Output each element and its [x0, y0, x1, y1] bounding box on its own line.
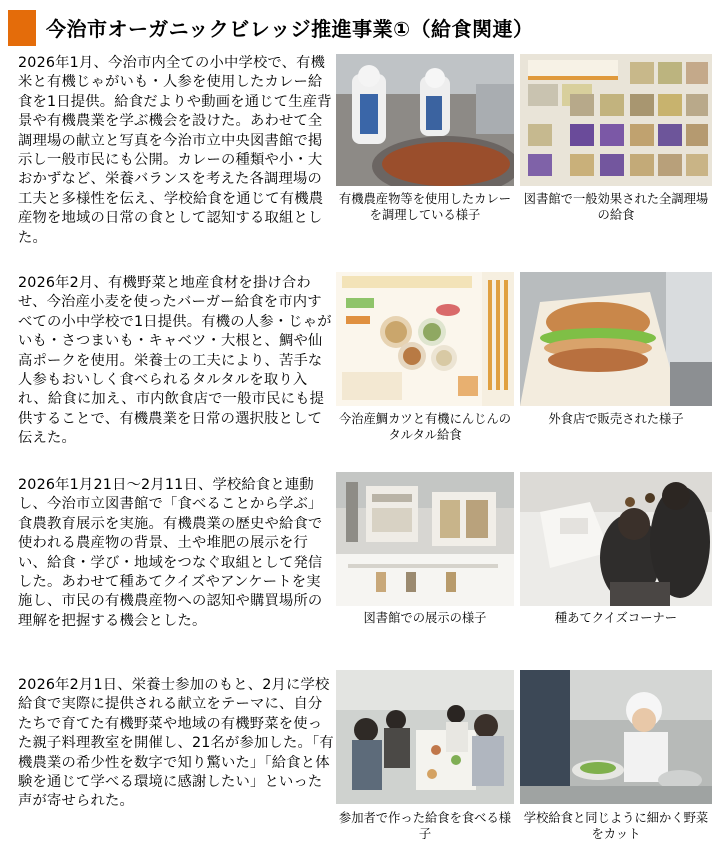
photo-cooking-curry	[336, 54, 514, 186]
photo-caption: 外食店で販売された様子	[548, 412, 684, 426]
photo-caption: 有機農産物等を使用したカレーを調理している様子	[338, 192, 512, 222]
page-header	[8, 10, 712, 46]
photo-caption: 学校給食と同じように細かく野菜をカット	[523, 811, 709, 841]
photo-tartar-lunch-flyer	[336, 272, 514, 406]
section-text: 2026年1月、今治市内全ての小中学校で、有機米と有機じゃがいも・人参を使用したカレー給食を1日提供。給食だよりや動画を通じて生産背景や有機農業を学ぶ機会を設けた。あわせて全調理場の献立と写真を今治市立中央図書館で掲示し一般市民にも公開。カレーの種類や小・大おかずなど、栄養バランスを考えた各調理場の工夫と多様性を伝え、学校給食を通じて有機農産物を地域の日常の食として認知する取組とした。	[18, 55, 332, 246]
photo-eating-lunch	[336, 670, 514, 804]
photo-caption: 図書館で一般効果された全調理場の給食	[523, 192, 709, 222]
photo-library-exhibition	[336, 472, 514, 606]
title-accent-bar	[8, 10, 36, 46]
page-title: 今治市オーガニックビレッジ推進事業①（給食関連）	[46, 17, 534, 41]
section-text: 2026年2月1日、栄養士参加のもと、2月に学校給食で実際に提供される献立をテーマに、自分たちで育てた有機野菜や地域の有機野菜を使った親子料理教室を開催し、21名が参加した。「有機農業の希少性を数字で知り驚いた」「給食と体験を通じて学べる環境に感謝したい」といった声が寄せられた。	[18, 677, 334, 810]
photo-caption: 図書館での展示の様子	[363, 611, 487, 625]
section-text: 2026年1月21日～2月11日、学校給食と連動し、今治市立図書館で「食べることから学ぶ」食農教育展示を実施。有機農業の歴史や給食で使われる農産物の背景、土や堆肥の展示を行い、給食・学び・地域をつなぐ取組として発信した。あわせて種あてクイズやアンケートを実施し、市民の有機農産物への認知や購買場所の理解を把握する機会とした。	[18, 477, 323, 629]
photo-caption: 種あてクイズコーナー	[554, 611, 678, 625]
photo-school-lunch-display	[520, 54, 712, 186]
photo-burger-restaurant	[520, 272, 712, 406]
photo-cutting-vegetables	[520, 670, 712, 804]
photo-seed-quiz-corner	[520, 472, 712, 606]
photo-caption: 参加者で作った給食を食べる様子	[338, 811, 512, 841]
section-text: 2026年2月、有機野菜と地産食材を掛け合わせ、今治産小麦を使ったバーガー給食を市内すべての小中学校で1日提供。有機の人参・じゃがいも・さつまいも・キャベツ・大根と、鯛や仙高ポークを使用。栄養士の工夫により、苦手な人参もおいしく食べられるタルタルを取り入れ、給食に加え、市内飲食店で一般市民にも提供することで、有機農業を日常の選択肢として伝えた。	[18, 275, 332, 447]
photo-caption: 今治産鯛カツと有機にんじんのタルタル給食	[338, 412, 512, 442]
